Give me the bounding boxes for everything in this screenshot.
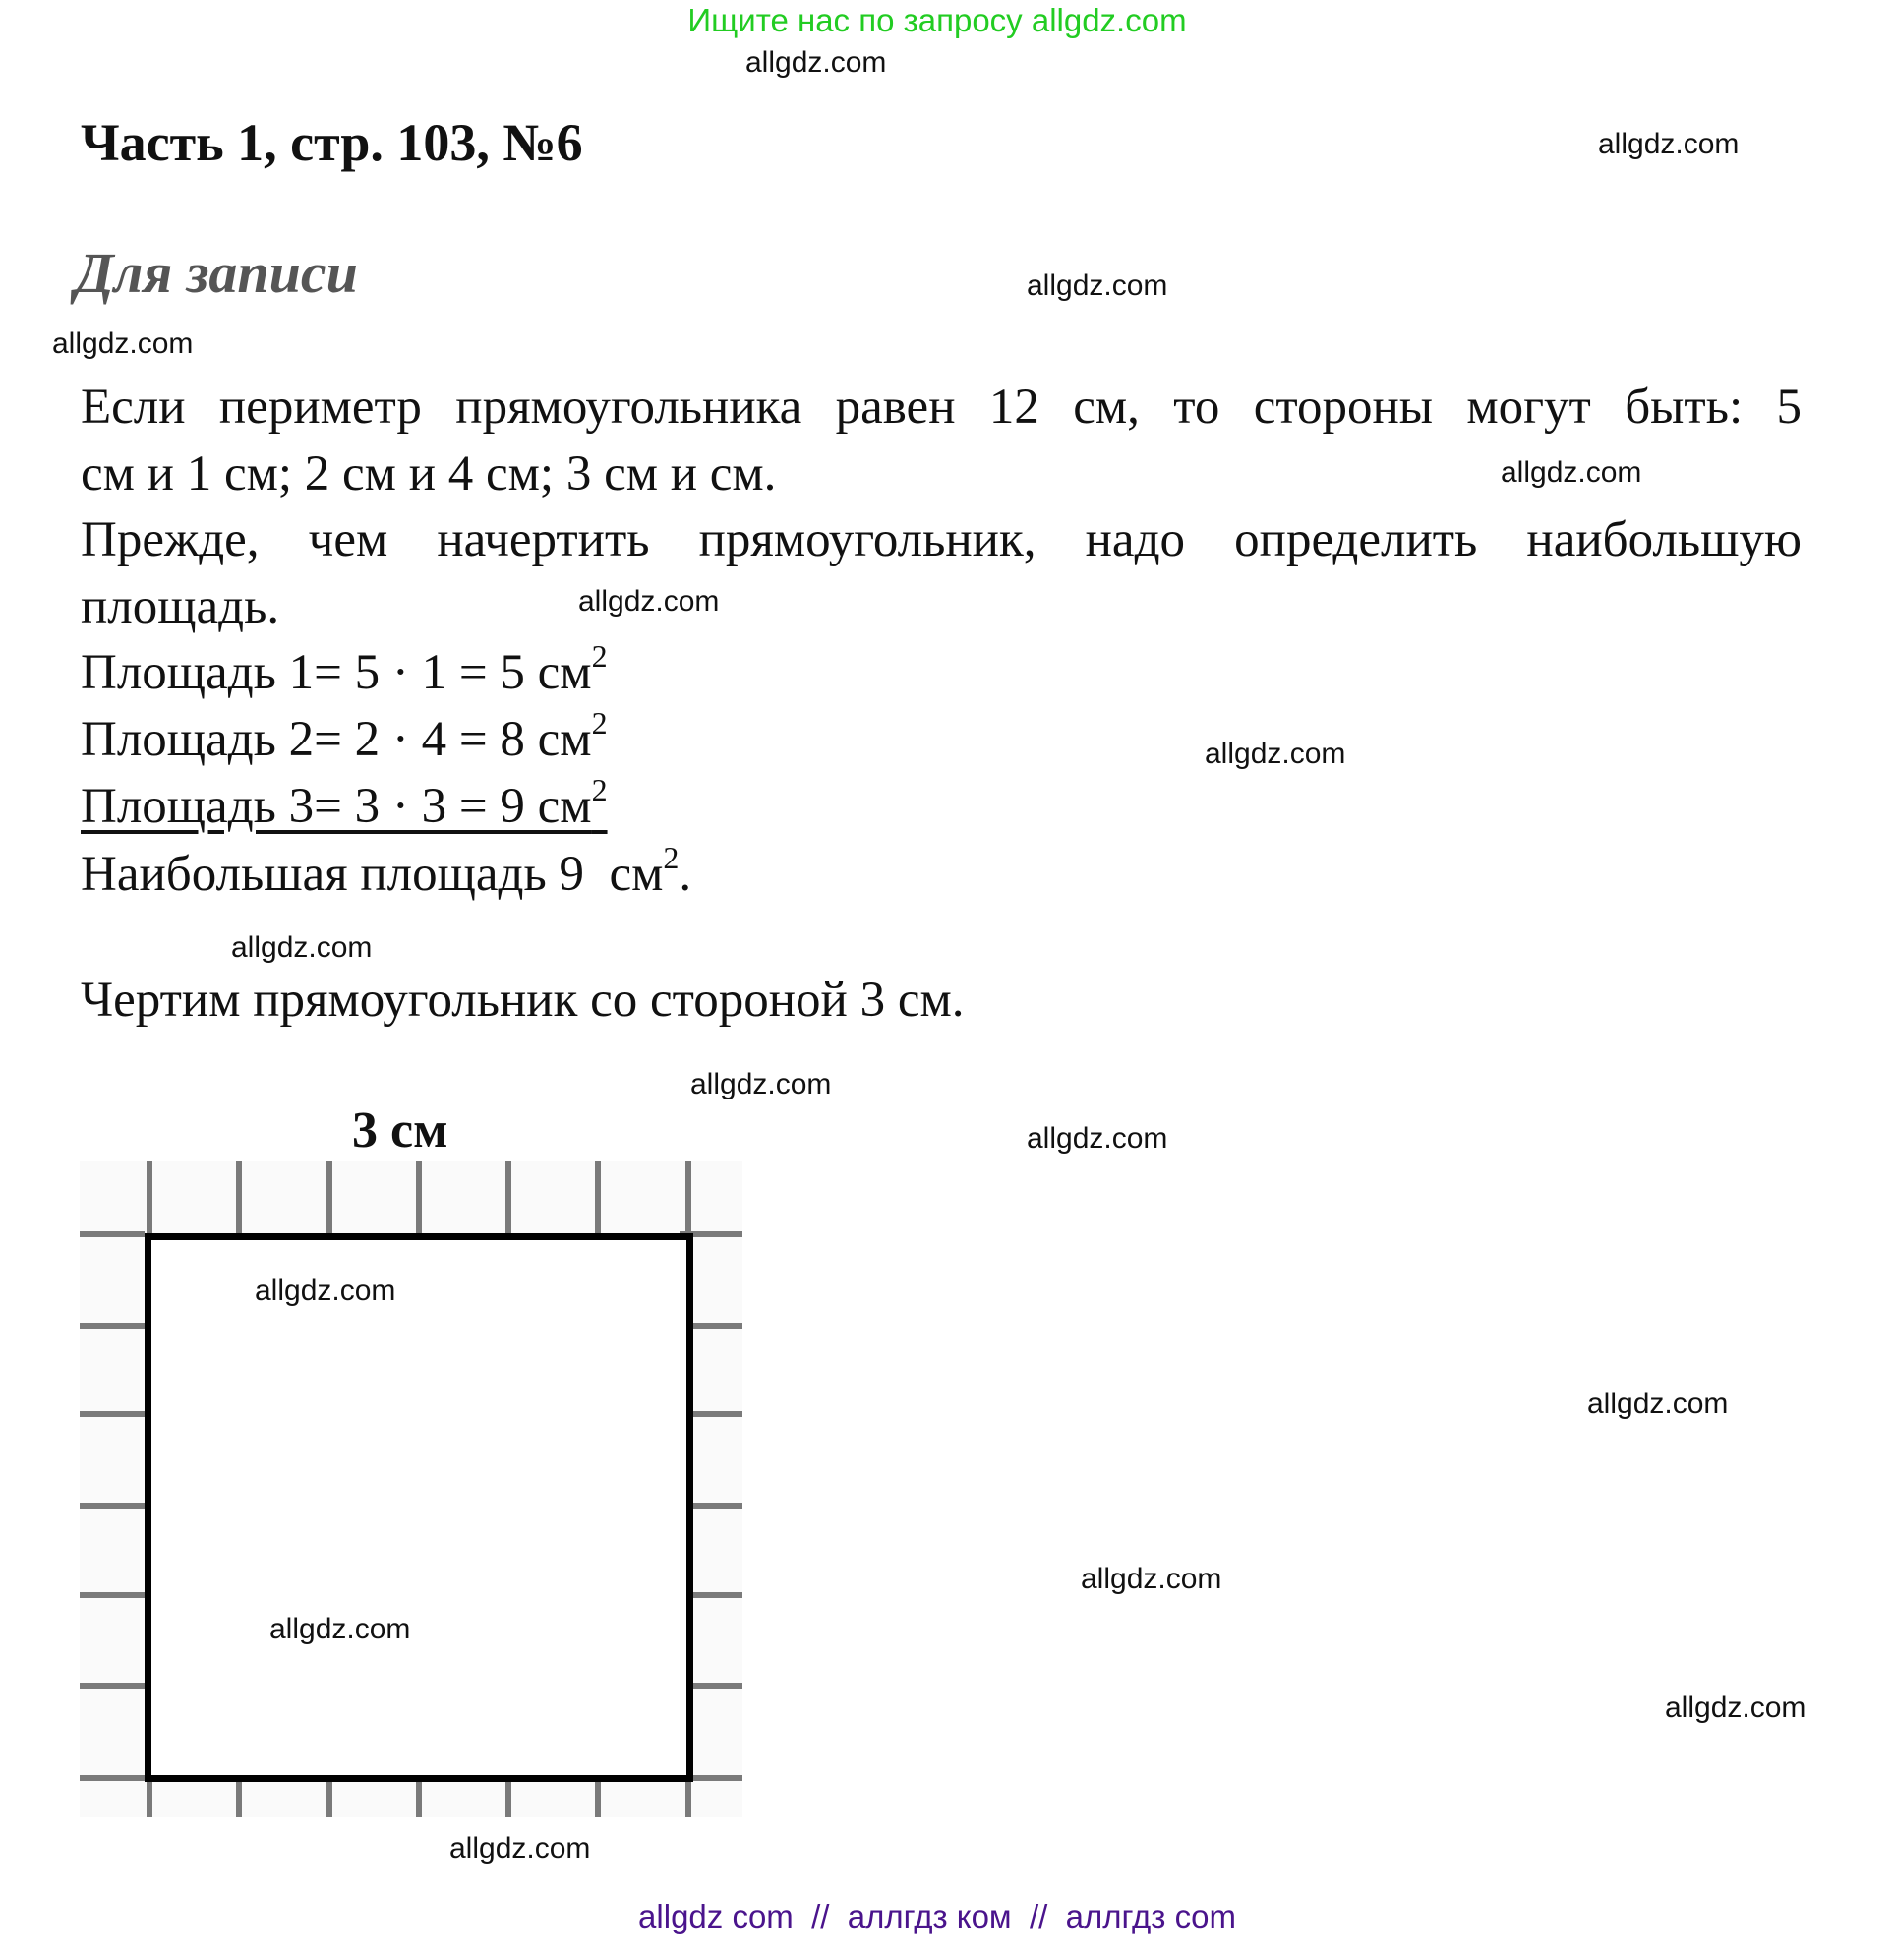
watermark-text: allgdz.com (1081, 1563, 1222, 1595)
largest-area-end: . (679, 847, 692, 902)
grid-horizontal-line (80, 1231, 145, 1237)
largest-area-text: Наибольшая площадь 9 см (81, 847, 664, 902)
watermark-text: allgdz.com (745, 46, 887, 79)
watermark-text: allgdz.com (1027, 1122, 1168, 1155)
grid-vertical-line (595, 1161, 601, 1233)
watermark-text: allgdz.com (269, 1613, 411, 1645)
promo-banner[interactable]: Ищите нас по запросу allgdz.com (687, 2, 1187, 38)
area-1-text: Площадь 1= 5 · 1 = 5 см (81, 645, 592, 700)
grid-horizontal-line (80, 1683, 145, 1689)
grid-vertical-line (416, 1161, 422, 1233)
area-2-sup: 2 (591, 705, 608, 741)
watermark-text: allgdz.com (231, 931, 373, 964)
watermark-text: allgdz.com (1587, 1388, 1729, 1420)
text-line-1: Если периметр прямоугольника равен 12 см, то стороны могут быть: 5 (81, 380, 1802, 435)
area-1-sup: 2 (591, 638, 608, 674)
watermark-text: allgdz.com (52, 327, 194, 360)
text-line-3: Прежде, чем начертить прямоугольник, надо определить наибольшую (81, 512, 1802, 567)
watermark-text: allgdz.com (449, 1832, 591, 1865)
area-3-text: Площадь 3= 3 · 3 = 9 см (81, 779, 592, 834)
area-3-sup: 2 (591, 772, 608, 807)
grid-horizontal-line (80, 1323, 145, 1329)
text-line-2: см и 1 см; 2 см и 4 см; 3 см и см. (81, 446, 777, 502)
area-2 (81, 705, 608, 768)
grid-horizontal-line (80, 1592, 145, 1598)
grid-vertical-line (685, 1161, 691, 1233)
largest-area-sup: 2 (663, 840, 680, 875)
grid-horizontal-line (80, 1775, 145, 1781)
watermark-text: allgdz.com (1501, 456, 1642, 489)
grid-horizontal-line (80, 1411, 145, 1417)
grid-vertical-line (505, 1161, 511, 1233)
area-2-text: Площадь 2= 2 · 4 = 8 см (81, 712, 592, 767)
watermark-text: allgdz.com (690, 1068, 832, 1100)
watermark-text: allgdz.com (1598, 128, 1740, 160)
side-length-label: 3 см (352, 1102, 448, 1158)
draw-instruction: Чертим прямоугольник со стороной 3 см. (81, 973, 965, 1028)
grid-vertical-line (236, 1161, 242, 1233)
watermark-text: allgdz.com (578, 585, 720, 618)
watermark-text: allgdz.com (1205, 738, 1346, 770)
footer-links[interactable]: allgdz com // аллгдз ком // аллгдз com (638, 1898, 1236, 1934)
largest-area (81, 840, 692, 903)
area-1 (81, 638, 608, 701)
watermark-text: allgdz.com (1027, 269, 1168, 302)
text-line-4: площадь. (81, 579, 280, 634)
grid-horizontal-line (80, 1503, 145, 1509)
grid-vertical-line (147, 1161, 152, 1233)
watermark-text: allgdz.com (255, 1275, 396, 1307)
grid-vertical-line (326, 1161, 332, 1233)
page-title: Часть 1, стр. 103, №6 (81, 113, 583, 172)
area-3 (81, 772, 608, 835)
square-figure (145, 1233, 693, 1782)
section-subtitle: Для записи (75, 241, 358, 305)
watermark-text: allgdz.com (1665, 1692, 1806, 1724)
